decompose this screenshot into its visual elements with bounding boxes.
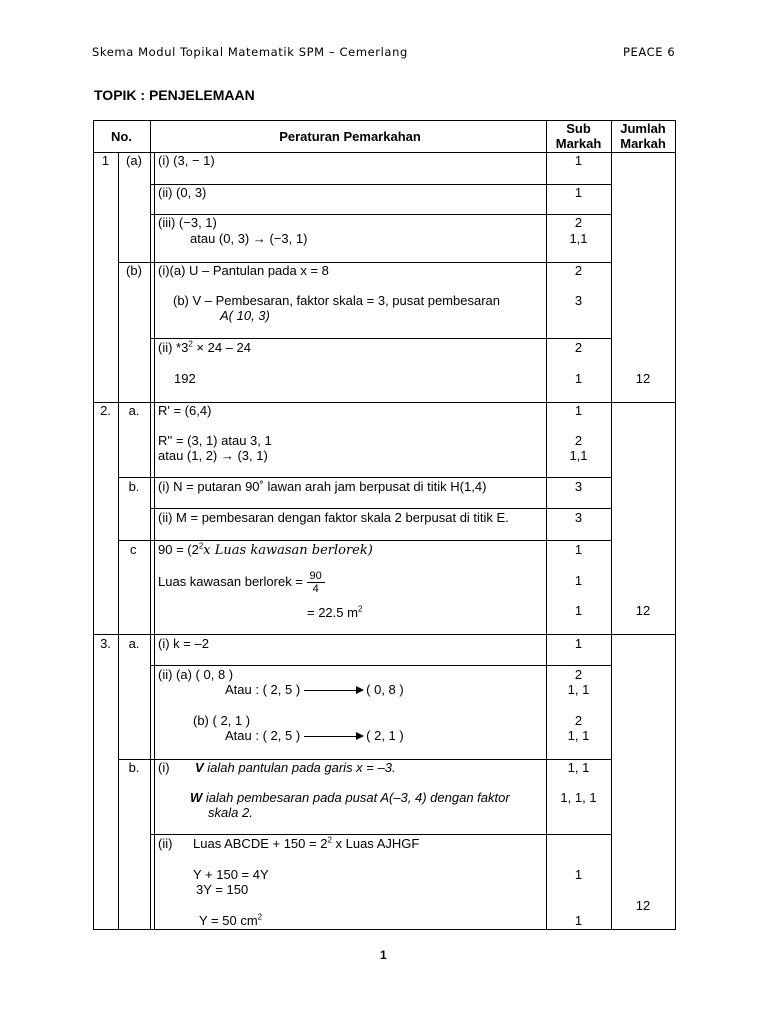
q2-a-line-1-mark: 1: [574, 403, 583, 418]
q3-b-ii-line-3: 3Y = 150: [196, 882, 249, 897]
q3-b-i-w-text: ialah pembesaran pada pusat A(–3, 4) dengan faktor: [202, 790, 510, 805]
q1-b-i-b: (b) V – Pembesaran, faktor skala = 3, pusat pembesaran: [173, 293, 500, 308]
q2-a-line-3: atau (1, 2) → (3, 1): [158, 448, 268, 463]
q2-number: 2.: [100, 403, 111, 418]
q3-a-ii-a: (ii) (a) ( 0, 8 ): [158, 667, 234, 682]
page-header-left: Skema Modul Topikal Matematik SPM – Cemerlang: [92, 45, 408, 59]
q2-c-line-2-mark: 1: [574, 573, 583, 588]
q1-a-iii-mark: 2: [574, 215, 583, 230]
page-number: 1: [380, 948, 387, 962]
q3-a-ii-b-alt: [225, 728, 404, 743]
q3-b-i-v-text: ialah pantulan pada garis x = –3.: [203, 760, 396, 775]
q2-c-line-1-exponent: 2: [198, 541, 204, 551]
q2-c-fraction: [307, 570, 325, 595]
q3-b-ii-line-1-base: Luas ABCDE + 150 = 2: [193, 836, 328, 851]
q1-b-ii-exponent: 2: [188, 339, 193, 349]
q2-c-line-3-mark: 1: [574, 603, 583, 618]
q1-part-b: (b): [126, 263, 142, 278]
q2-b-i: (i) N = putaran 90˚ lawan arah jam berpusat di titik H(1,4): [158, 479, 487, 494]
q2-part-b: b.: [128, 479, 140, 494]
q1-b-ii: [158, 340, 251, 355]
column-header-sub-1: Sub: [566, 121, 591, 136]
q2-c-line-1-base: 90 = (2: [158, 542, 199, 557]
q1-a-iii-alt: atau (0, 3) → (−3, 1): [190, 231, 308, 246]
q3-a-ii-a-mark-2: 1, 1: [567, 682, 590, 697]
q3-number: 3.: [100, 636, 111, 651]
q3-b-ii-line-4-mark: 1: [574, 913, 583, 928]
q3-a-ii-a-alt: [225, 682, 404, 697]
q3-a-i: (i) k = –2: [158, 636, 209, 651]
page-header-right: PEACE 6: [623, 45, 676, 59]
column-header-total-2: Markah: [620, 136, 666, 151]
q3-a-ii-a-mark: 2: [574, 667, 583, 682]
q3-b-ii-line-1: [193, 836, 419, 851]
q2-c-line-3-exponent: 2: [357, 604, 363, 614]
q2-c-fraction-denominator: 4: [312, 583, 319, 595]
q2-c-line-2-text: Luas kawasan berlorek =: [158, 573, 303, 589]
q2-c-line-2: [158, 570, 325, 595]
q2-b-i-mark: 3: [574, 479, 583, 494]
q1-b-ii-answer-mark: 1: [574, 371, 583, 386]
q1-a-i-mark: 1: [574, 153, 583, 168]
q2-b-ii-mark: 3: [574, 510, 583, 525]
q2-c-line-1-rest: x Luas kawasan berlorek): [203, 543, 373, 558]
q3-b-i-v-mark: 1, 1: [567, 760, 590, 775]
q3-a-i-mark: 1: [574, 636, 583, 651]
q3-total: 12: [635, 898, 651, 913]
q3-part-b: b.: [128, 760, 140, 775]
q3-b-i-w-mark: 1, 1, 1: [560, 790, 597, 805]
q1-b-i-a: (i)(a) U – Pantulan pada x = 8: [158, 263, 329, 278]
q3-b-ii-line-2: Y + 150 = 4Y: [193, 867, 269, 882]
q1-total: 12: [635, 371, 651, 386]
q1-b-ii-mark: 2: [574, 340, 583, 355]
q2-c-fraction-numerator: 90: [307, 570, 325, 583]
column-header-rules: Peraturan Pemarkahan: [279, 129, 421, 144]
q3-b-ii-line-1-exponent: 2: [327, 835, 332, 845]
q3-b-i-w: [190, 790, 510, 805]
q2-c-line-3-base: = 22.5 m: [307, 605, 358, 620]
q2-c-line-1-mark: 1: [574, 542, 583, 557]
q1-number: 1: [101, 153, 110, 168]
q1-a-ii-mark: 1: [574, 185, 583, 200]
q3-a-ii-b: (b) ( 2, 1 ): [193, 713, 251, 728]
q2-c-line-1: [158, 542, 373, 558]
q2-a-line-2-mark: 2: [574, 433, 583, 448]
q3-a-ii-b-mark: 2: [574, 713, 583, 728]
q1-b-i-a-mark: 2: [574, 263, 583, 278]
q2-a-line-3-mark: 1,1: [569, 448, 588, 463]
q3-b-ii-line-4-base: Y = 50 cm: [199, 913, 258, 928]
topic-title: TOPIK : PENJELEMAAN: [94, 87, 255, 103]
q3-b-i-v-letter: V: [195, 760, 204, 775]
q3-b-ii-line-1-rest: x Luas AJHGF: [331, 836, 420, 851]
q2-part-a: a.: [128, 403, 140, 418]
q3-a-ii-a-alt-to: ( 0, 8 ): [366, 682, 404, 697]
q3-b-i-w-text-2: skala 2.: [208, 805, 253, 820]
q3-b-ii-line-4-exponent: 2: [257, 912, 263, 922]
q3-a-ii-b-alt-to: ( 2, 1 ): [366, 728, 404, 743]
q3-a-ii-a-alt-from: Atau : ( 2, 5 ): [225, 682, 301, 697]
q2-total: 12: [635, 603, 651, 618]
q3-a-ii-b-alt-from: Atau : ( 2, 5 ): [225, 728, 301, 743]
q3-b-i-label: (i): [158, 760, 170, 775]
q3-b-i-v: [195, 760, 396, 775]
arrow-right-icon: [304, 736, 362, 737]
q2-b-ii: (ii) M = pembesaran dengan faktor skala 2 berpusat di titik E.: [158, 510, 509, 525]
q3-b-i-w-letter: W: [190, 790, 203, 805]
q1-a-iii-mark-2: 1,1: [569, 231, 588, 246]
column-header-sub-2: Markah: [555, 136, 602, 151]
q2-part-c: c: [130, 542, 137, 557]
q1-a-i: (i) (3, − 1): [158, 153, 215, 168]
q1-a-iii: (iii) (−3, 1): [158, 215, 217, 230]
q2-c-line-3: [307, 605, 362, 620]
q3-part-a: a.: [128, 636, 140, 651]
q1-b-ii-answer: 192: [174, 371, 196, 386]
q1-b-i-b-mark: 3: [574, 293, 583, 308]
q3-b-ii-line-2-mark: 1: [574, 867, 583, 882]
q3-b-ii-label: (ii): [158, 836, 173, 851]
q1-a-ii: (ii) (0, 3): [158, 185, 207, 200]
q2-a-line-1: R' = (6,4): [158, 403, 212, 418]
q2-a-line-2: R'' = (3, 1) atau 3, 1: [158, 433, 272, 448]
q3-a-ii-b-mark-2: 1, 1: [567, 728, 590, 743]
arrow-right-icon: [304, 690, 362, 691]
q1-b-ii-base: (ii) *3: [158, 340, 189, 355]
q3-b-ii-line-4: [199, 913, 262, 928]
q1-part-a: (a): [126, 153, 142, 168]
q1-b-ii-rest: × 24 – 24: [192, 340, 251, 355]
q1-b-i-b-centre: A( 10, 3): [220, 308, 270, 323]
column-header-total-1: Jumlah: [620, 121, 666, 136]
column-header-no: No.: [111, 129, 132, 144]
